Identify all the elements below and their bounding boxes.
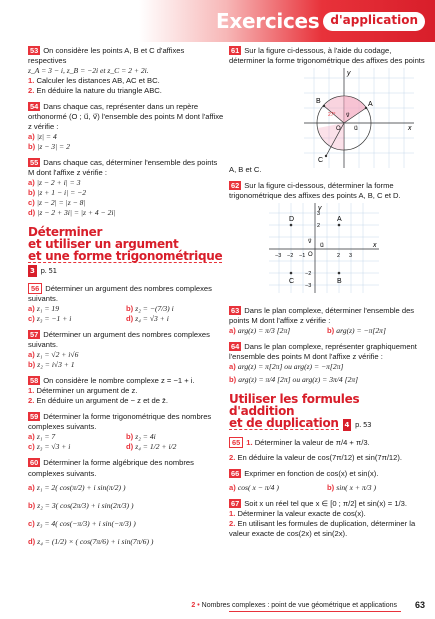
exercise-56: 56 Déterminer un argument des nombres complexes suivants. a) z₁ = 19 b) z₂ = −(7/3) i c) z₃ = −1 + i d) z₄ = √3 + i [28,284,212,324]
question-2: En déduire la nature du triangle ABC. [36,86,162,96]
exercise-61 [229,46,425,175]
exercise-67: 67 Soit x un réel tel que x ∈ [0 ; π/2] et sin(x) = 1/3. 1. Déterminer la valeur exacte de cos(x). 2. En utilisant les formules de duplication, déterminer la valeur exacte de cos(2x) et sin(2x). [229,499,416,539]
exercise-text: Déterminer un argument des nombres complexes suivants. [28,330,210,350]
tick-label: −1 [299,253,306,260]
exercise-60: 60 Déterminer la forme algébrique des nombres complexes suivants. a) z₁ = 2( cos(π/2) + i sin(π/2) ) b) z₂ = 3( cos(2π/3) + i sin(2π/3) ) c) z₃ = 4( cos(−π/3) + i sin(−π/3) ) d) z₄ = (1/2) × ( cos(7π/6) + i sin(7π/6) ) [28,458,194,546]
item-a: cos( x − π/4 ) [237,483,279,493]
item-a: z₁ = 19 [36,304,60,314]
item-a: |z − 2 + i| = 3 [36,178,81,188]
section-addition [229,393,425,431]
section-title-line: et une forme trigonométrique [28,249,223,264]
title-main: Exercices [216,9,320,33]
exercise-number: 56 [28,283,42,294]
axis-x-label: x [407,125,412,133]
question-2: En déduire la valeur de cos(7π/12) et sin(7π/12). [237,453,403,463]
tick-label: −3 [275,253,282,260]
figure-61 [304,68,414,168]
item-a: arg(z) = π[2π] ou arg(z) = −π[2π] [237,362,344,372]
exercise-number: 58 [30,376,39,386]
question-2: En déduire un argument de − z et de z̄. [36,396,168,406]
item-c: z₃ = −1 + i [36,314,72,324]
exercise-number: 53 [30,46,39,55]
exercise-text: Soit x un réel tel que x ∈ [0 ; π/2] et sin(x) = 1/3. [244,499,407,509]
exercise-number: 62 [231,181,240,191]
item-d: z₄ = 1/2 + i/2 [135,442,177,452]
item-b: sin( x + π/3 ) [336,483,377,493]
right-column [229,46,425,545]
item-a: arg(z) = π/3 [2π] [237,326,291,336]
exercise-text: Déterminer la forme algébrique des nombres complexes suivants. [28,458,194,478]
exercise-54: 54 Dans chaque cas, représenter dans un repère orthonormé (O ; u⃗, v⃗) l'ensemble des points M dont l'affixe z vérifie : a) |z| = 4 b) |z − 3| = 2 [28,102,224,152]
point-C: C [289,278,295,286]
vector-v-label: v⃗ [308,239,312,246]
left-column [28,46,224,553]
question-1: Déterminer un argument de z. [36,386,138,396]
item-d: |z − 2 + 3i| = |z + 4 − 2i| [37,208,116,218]
vector-v-label: v⃗ [345,113,350,120]
exercise-58: 58 On considère le nombre complexe z = −1 + i. 1. Déterminer un argument de z. 2. En déduire un argument de − z et de z̄. [28,376,195,406]
item-c: z₃ = 4( cos(−π/3) + i sin(−π/3) ) [36,518,136,528]
axis-y-label: y [346,70,351,78]
exercise-text: On considère le nombre complexe z = −1 + i. [43,376,195,386]
exercise-text: Dans le plan complexe, déterminer l'ensemble des points M dont l'affixe z vérifie : [229,306,415,326]
section-badge: 4 [344,421,350,430]
item-b: |z + 1 − i| = −2 [37,188,87,198]
exercise-66: 66 Exprimer en fonction de cos(x) et sin(x). a) cos( x − π/4 ) b) sin( x + π/3 ) [229,469,379,493]
exercise-text: Dans le plan complexe, représenter graphiquement l'ensemble des points M dont l'affixe z vérifie : [229,342,417,362]
point-B: B [337,278,342,286]
exercise-text: Déterminer la forme trigonométrique des nombres complexes suivants. [28,412,212,432]
exercise-text: Déterminer un argument des nombres complexes suivants. [28,284,212,304]
section-badge: 3 [30,267,35,276]
exercise-59: 59 Déterminer la forme trigonométrique des nombres complexes suivants. a) z₁ = 7 b) z₂ = 4i c) z₃ = √3 + i d) z₄ = 1/2 + i/2 [28,412,212,452]
exercise-62 [229,181,425,300]
origin-label: O [308,252,313,259]
item-c: |z − 2| = |z − 8| [36,198,86,208]
exercise-number: 57 [30,330,39,340]
item-a: z₁ = 7 [36,432,56,442]
figure-62 [269,203,379,293]
exercise-57: 57 Déterminer un argument des nombres complexes suivants. a) z₁ = √2 + i√6 b) z₂ = i√3 + 1 [28,330,210,370]
exercise-55: 55 Dans chaque cas, déterminer l'ensemble des points M dont l'affixe z vérifie : a) |z − 2 + i| = 3 b) |z + 1 − i| = −2 c) |z − 2| = |z − 8| d) |z − 2 + 3i| = |z + 4 − 2i| [28,158,218,218]
exercise-text: Sur la figure ci-dessous, à l'aide du codage, déterminer la forme trigonométrique des affixes des points A, B et C. [229,46,425,175]
point-C: C [317,157,323,165]
exercise-number: 66 [231,469,240,479]
item-b: z₂ = i√3 + 1 [37,360,75,370]
item-a: |z| = 4 [36,132,57,142]
origin-label: O [335,126,341,133]
section-page-ref: p. 53 [355,421,372,430]
exercise-64: 64 Dans le plan complexe, représenter graphiquement l'ensemble des points M dont l'affixe z vérifie : a) arg(z) = π[2π] ou arg(z) = −π[2π] b) arg(z) = π/4 [2π] ou arg(z) = 3π/4 [2π] [229,342,417,385]
exercise-number: 65 [229,437,243,448]
vector-u-label: u⃗ [353,126,358,133]
section-argument [28,226,224,277]
tick-label: 3 [349,253,353,260]
section-title-line: Utiliser les formules d'addition [229,392,360,419]
exercise-number: 67 [231,499,240,509]
section-title-line: Déterminer [28,225,103,240]
item-b: |z − 3| = 2 [37,142,70,152]
exercise-text: Sur la figure ci-dessous, déterminer la forme trigonométrique des affixes des points A, B, C et D. [229,181,401,201]
tick-label: 2 [337,253,341,260]
item-a: z₁ = 2( cos(π/2) + i sin(π/2) ) [36,482,126,492]
section-page-ref: p. 51 [40,267,57,276]
tick-label: −3 [305,283,312,290]
vector-u-label: u⃗ [320,243,324,250]
item-a: z₁ = √2 + i√6 [36,350,79,360]
axis-y-label: y [318,205,322,213]
angle-label: 27° [327,112,336,119]
tick-label: 3 [317,211,321,218]
page-number: 63 [414,600,425,610]
exercise-number: 54 [30,102,39,112]
point-A: A [367,101,373,109]
exercise-affixes: z_A = 3 − i, z_B = −2i et z_C = 2 + 2i. [28,66,149,76]
point-D: D [289,216,295,224]
exercise-text: Exprimer en fonction de cos(x) et sin(x). [244,469,379,479]
exercise-number: 60 [30,458,39,468]
exercise-63: 63 Dans le plan complexe, déterminer l'ensemble des points M dont l'affixe z vérifie : a) arg(z) = π/3 [2π] b) arg(z) = −π[2π] [229,306,415,336]
tick-label: −2 [305,271,312,278]
item-b: arg(z) = π/4 [2π] ou arg(z) = 3π/4 [2π] [238,375,359,385]
question-1: Déterminer la valeur de π/4 + π/3. [254,438,370,448]
point-B: B [315,98,321,106]
item-c: z₃ = √3 + i [36,442,71,452]
exercise-text: On considère les points A, B et C d'affixes respectives [28,46,185,66]
exercise-number: 55 [30,158,39,168]
exercise-number: 59 [30,412,39,422]
axis-x-label: x [373,242,377,250]
item-b: z₂ = 3( cos(2π/3) + i sin(2π/3) ) [37,500,134,510]
exercise-number: 64 [231,342,240,352]
question-1: Calculer les distances AB, AC et BC. [36,76,160,86]
exercise-number: 61 [231,46,240,55]
item-d: z₄ = √3 + i [135,314,169,324]
item-b: z₂ = −(7/3) i [135,304,174,314]
tick-label: −2 [287,253,294,260]
exercise-text: Dans chaque cas, représenter dans un repère orthonormé (O ; u⃗, v⃗) l'ensemble des points M dont l'affixe z vérifie : [28,102,224,132]
footer-text: Nombres complexes : point de vue géométrique et applications [201,602,397,609]
item-d: z₄ = (1/2) × ( cos(7π/6) + i sin(7π/6) ) [37,536,154,546]
item-b: arg(z) = −π[2π] [336,326,386,336]
question-2: En utilisant les formules de duplication, déterminer la valeur exacte de cos(2x) et sin(2x). [229,519,416,539]
page-footer: 2 • Nombres complexes : point de vue géométrique et applications 63 [191,600,425,610]
tick-label: 2 [317,223,321,230]
exercise-53: 53 On considère les points A, B et C d'affixes respectives z_A = 3 − i, z_B = −2i et z_C = 2 + 2i. 1. Calculer les distances AB, AC et BC. 2. En déduire la nature du triangle ABC. [28,46,224,96]
section-title-line: et utiliser un argument [28,237,179,252]
footer-chapter: 2 [191,602,196,609]
exercise-65: 65 1. Déterminer la valeur de π/4 + π/3. 2. En déduire la valeur de cos(7π/12) et sin(7π/12). [229,438,403,463]
page-title [216,8,425,34]
exercise-number: 63 [231,306,240,316]
title-pill: d'application [323,12,425,31]
exercise-text: Dans chaque cas, déterminer l'ensemble des points M dont l'affixe z vérifie : [28,158,218,178]
point-A: A [337,216,342,224]
item-b: z₂ = 4i [135,432,156,442]
question-1: Déterminer la valeur exacte de cos(x). [237,509,366,519]
section-title-line: et de duplication [229,416,339,431]
footer-divider [229,611,401,612]
